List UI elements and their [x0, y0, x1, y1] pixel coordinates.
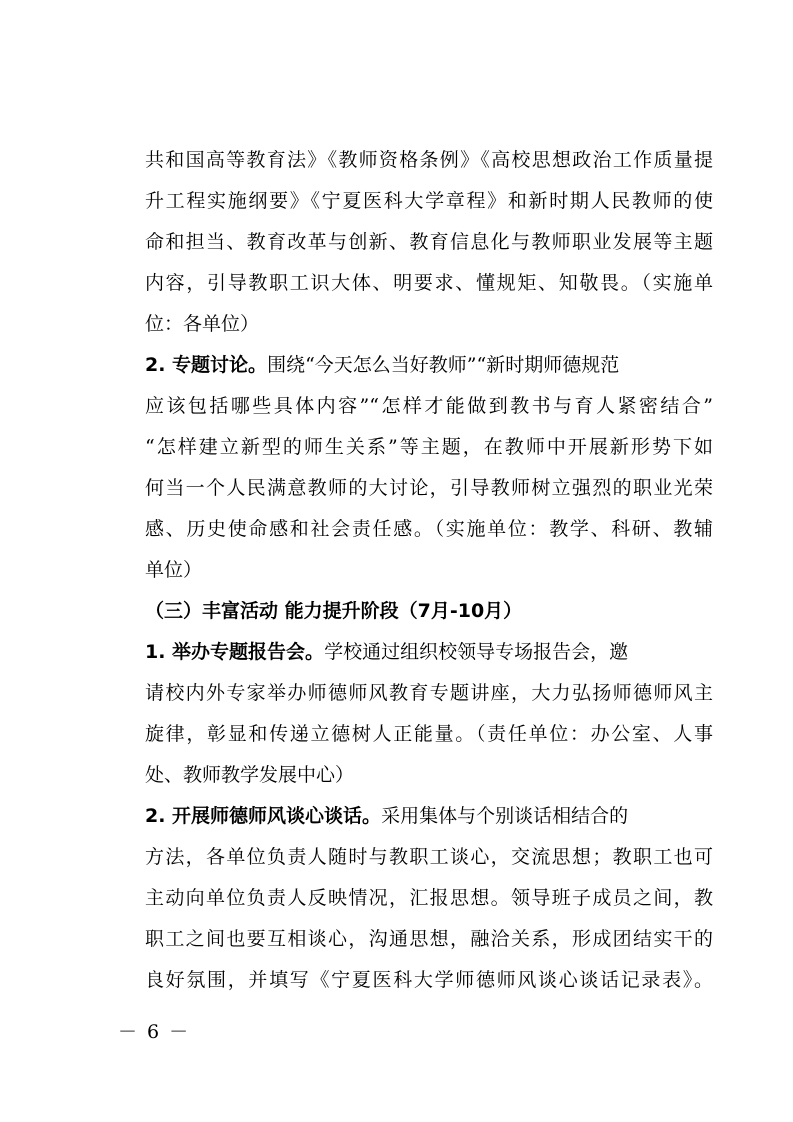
- paragraph-topic-discussion: [145, 345, 713, 591]
- text-line: 职工之间也要互相谈心，沟通思想，融洽关系，形成团结实干的: [145, 928, 713, 950]
- text-line: 感、历史使命感和社会责任感。（实施单位：教学、科研、教辅: [145, 518, 713, 540]
- document-body: [145, 140, 713, 1001]
- text-line: 位：各单位）: [145, 313, 260, 335]
- text-line: 良好氛围，并填写《宁夏医科大学师德师风谈心谈话记录表》。: [145, 969, 713, 991]
- text-line: 处、教师教学发展中心）: [145, 764, 355, 786]
- item-text: 采用集体与个别谈话相结合的: [381, 805, 629, 827]
- section-title: （三）丰富活动 能力提升阶段（7月-10月）: [145, 600, 523, 622]
- text-line: 命和担当、教育改革与创新、教育信息化与教师职业发展等主题: [145, 231, 713, 253]
- paragraph-report-meeting: [145, 632, 713, 796]
- text-line: 方法，各单位负责人随时与教职工谈心，交流思想；教职工也可: [145, 846, 713, 868]
- text-line: [145, 796, 713, 837]
- text-line: “怎样建立新型的师生关系”等主题，在教师中开展新形势下如: [145, 436, 713, 458]
- item-text: 围绕“今天怎么当好教师”“新时期师德规范: [267, 354, 620, 376]
- text-line: 内容，引导教职工识大体、明要求、懂规矩、知敬畏。（实施单: [145, 272, 713, 294]
- text-line: 旋律，彰显和传递立德树人正能量。（责任单位：办公室、人事: [145, 723, 713, 745]
- text-line: 请校内外专家举办师德师风教育专题讲座，大力弘扬师德师风主: [145, 682, 713, 704]
- section-heading: [145, 591, 713, 632]
- text-line: 升工程实施纲要》《宁夏医科大学章程》和新时期人民教师的使: [145, 190, 713, 212]
- text-line: 共和国高等教育法》《教师资格条例》《高校思想政治工作质量提: [145, 149, 713, 171]
- page-number: － 6 －: [118, 1021, 191, 1043]
- text-line: 何当一个人民满意教师的大讨论，引导教师树立强烈的职业光荣: [145, 477, 713, 499]
- text-line: 应该包括哪些具体内容”“怎样才能做到教书与育人紧密结合”: [145, 395, 713, 417]
- text-line: 主动向单位负责人反映情况，汇报思想。领导班子成员之间，教: [145, 887, 713, 909]
- text-line: [145, 632, 713, 673]
- text-line: [145, 345, 713, 386]
- item-heading: 2. 开展师德师风谈心谈话。: [145, 805, 382, 827]
- paragraph-heart-to-heart-talk: [145, 796, 713, 1001]
- item-heading: 1. 举办专题报告会。: [145, 641, 325, 663]
- item-heading: 2. 专题讨论。: [145, 354, 268, 376]
- paragraph-study-content: [145, 140, 713, 345]
- item-text: 学校通过组织校领导专场报告会，邀: [324, 641, 629, 663]
- text-line: 单位）: [145, 559, 203, 581]
